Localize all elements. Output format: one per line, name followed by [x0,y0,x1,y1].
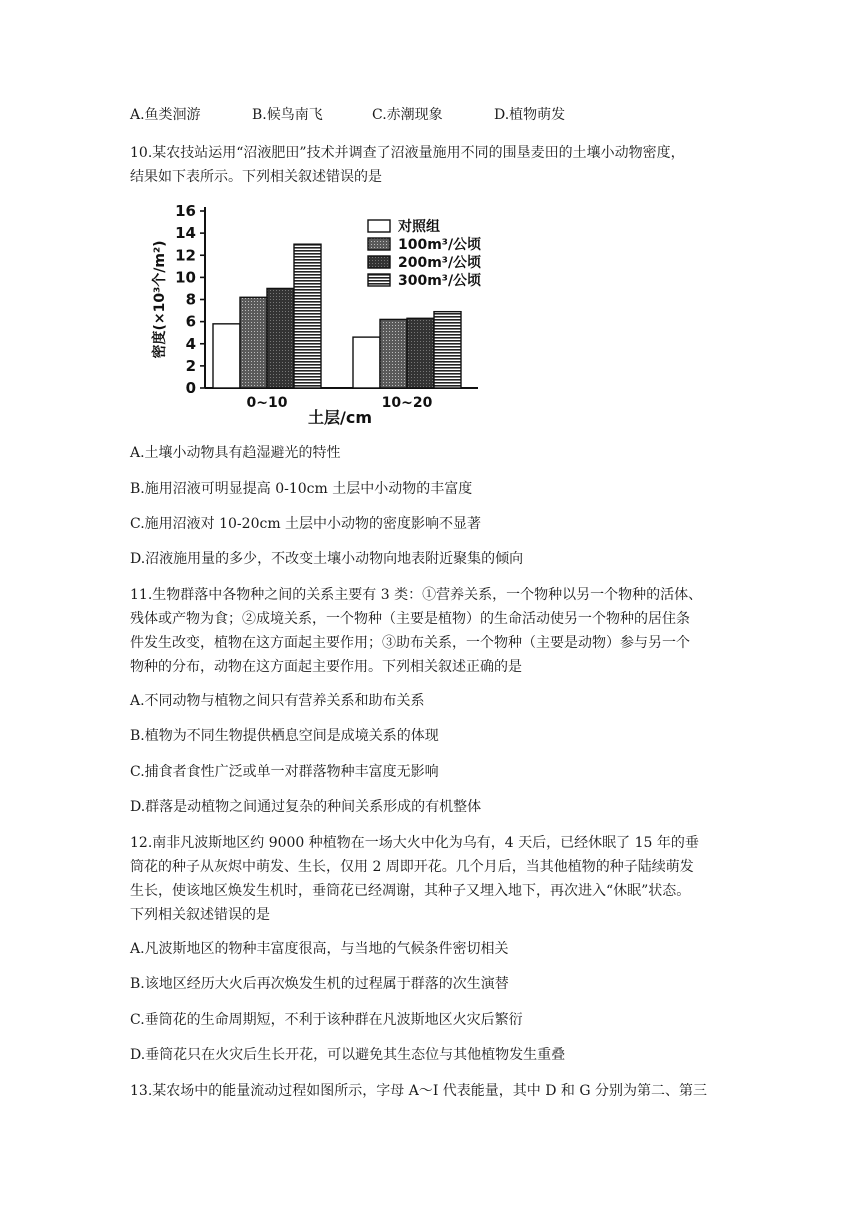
legend-label: 300m³/公顷 [398,273,482,289]
bar-0-10-series-2 [240,297,267,388]
bar-10-20-series-1 [353,337,380,388]
y-tick-label: 16 [175,202,196,220]
q12-stem-line-3: 生长，使该地区焕发生机时，垂筒花已经凋谢，其种子又埋入地下，再次进入“休眠”状态。 [130,883,691,899]
q11-stem-line-3: 件发生改变，植物在这方面起主要作用；③助布关系，一个物种（主要是动物）参与另一个 [130,635,690,651]
q11-option-d: D.群落是动植物之间通过复杂的种间关系形成的有机整体 [130,799,482,815]
legend-label: 对照组 [398,219,440,235]
q12-stem-line-1: 12.南非凡波斯地区约 9000 种植物在一场大火中化为乌有，4 天后，已经休眠了 15 年的垂 [130,835,699,851]
soil-animal-density-chart [128,196,502,430]
x-category-label: 0~10 [246,395,288,411]
y-tick-label: 6 [185,312,196,331]
y-tick-label: 0 [185,379,196,397]
legend-label: 100m³/公顷 [398,237,482,253]
bar-10-20-series-4 [434,312,461,388]
q11-stem-line-4: 物种的分布，动物在这方面起主要作用。下列相关叙述正确的是 [130,659,522,675]
y-tick-label: 2 [185,356,196,375]
y-tick-label: 10 [175,268,196,287]
x-category-label: 10~20 [381,395,433,411]
y-tick-label: 14 [175,224,196,243]
legend-swatch [368,238,390,250]
q11-option-a: A.不同动物与植物之间只有营养关系和助布关系 [130,693,425,709]
q12-option-c: C.垂筒花的生命周期短，不利于该种群在凡波斯地区火灾后繁衍 [130,1012,523,1028]
q9-option-c: C.赤潮现象 [372,107,443,123]
bar-10-20-series-2 [380,319,407,388]
legend-swatch [368,274,390,286]
q11-stem-line-2: 残体或产物为食；②成境关系，一个物种（主要是植物）的生命活动使另一个物种的居住条 [130,611,690,627]
y-tick-label: 8 [185,290,196,309]
y-tick-label: 4 [185,334,196,353]
q10-option-a: A.土壤小动物具有趋湿避光的特性 [130,445,341,461]
legend-swatch [368,220,390,232]
q12-option-d: D.垂筒花只在火灾后生长开花，可以避免其生态位与其他植物发生重叠 [130,1047,566,1063]
q11-option-b: B.植物为不同生物提供栖息空间是成境关系的体现 [130,728,439,744]
bar-0-10-series-1 [213,324,240,388]
q9-option-b: B.候鸟南飞 [252,107,323,123]
q10-stem-line-2: 结果如下表所示。下列相关叙述错误的是 [130,169,382,185]
q12-stem-line-4: 下列相关叙述错误的是 [130,907,270,923]
legend-swatch [368,256,390,268]
q11-option-c: C.捕食者食性广泛或单一对群落物种丰富度无影响 [130,764,439,780]
bar-0-10-series-3 [267,288,294,388]
q10-stem-line-1: 10.某农技站运用“沼液肥田”技术并调查了沼液量施用不同的围垦麦田的土壤小动物密度， [130,145,685,161]
q10-option-c: C.施用沼液对 10-20cm 土层中小动物的密度影响不显著 [130,516,482,532]
q12-option-a: A.凡波斯地区的物种丰富度很高，与当地的气候条件密切相关 [130,941,509,957]
q9-options [130,104,565,124]
q11-stem-line-1: 11.生物群落中各物种之间的关系主要有 3 类：①营养关系，一个物种以另一个物种的活体、 [130,587,703,603]
q9-option-d: D.植物萌发 [494,107,566,123]
q10-option-b: B.施用沼液可明显提高 0-10cm 土层中小动物的丰富度 [130,481,473,497]
q9-option-a: A.鱼类洄游 [130,107,201,123]
bar-10-20-series-3 [407,318,434,388]
q13-stem-line-1: 13.某农场中的能量流动过程如图所示，字母 A～I 代表能量，其中 D 和 G 分别为第二、第三 [130,1083,708,1099]
legend-label: 200m³/公顷 [398,255,482,271]
bar-0-10-series-4 [294,244,321,388]
y-axis-label: 密度(×10³个/m²) [152,240,168,359]
q12-option-b: B.该地区经历大火后再次焕发生机的过程属于群落的次生演替 [130,976,509,992]
x-axis-label: 土层/cm [307,408,373,427]
q12-stem-line-2: 筒花的种子从灰烬中萌发、生长，仅用 2 周即开花。几个月后，当其他植物的种子陆续萌发 [130,859,694,875]
q10-option-d: D.沼液施用量的多少，不改变土壤小动物向地表附近聚集的倾向 [130,551,524,567]
y-tick-label: 12 [175,246,196,265]
